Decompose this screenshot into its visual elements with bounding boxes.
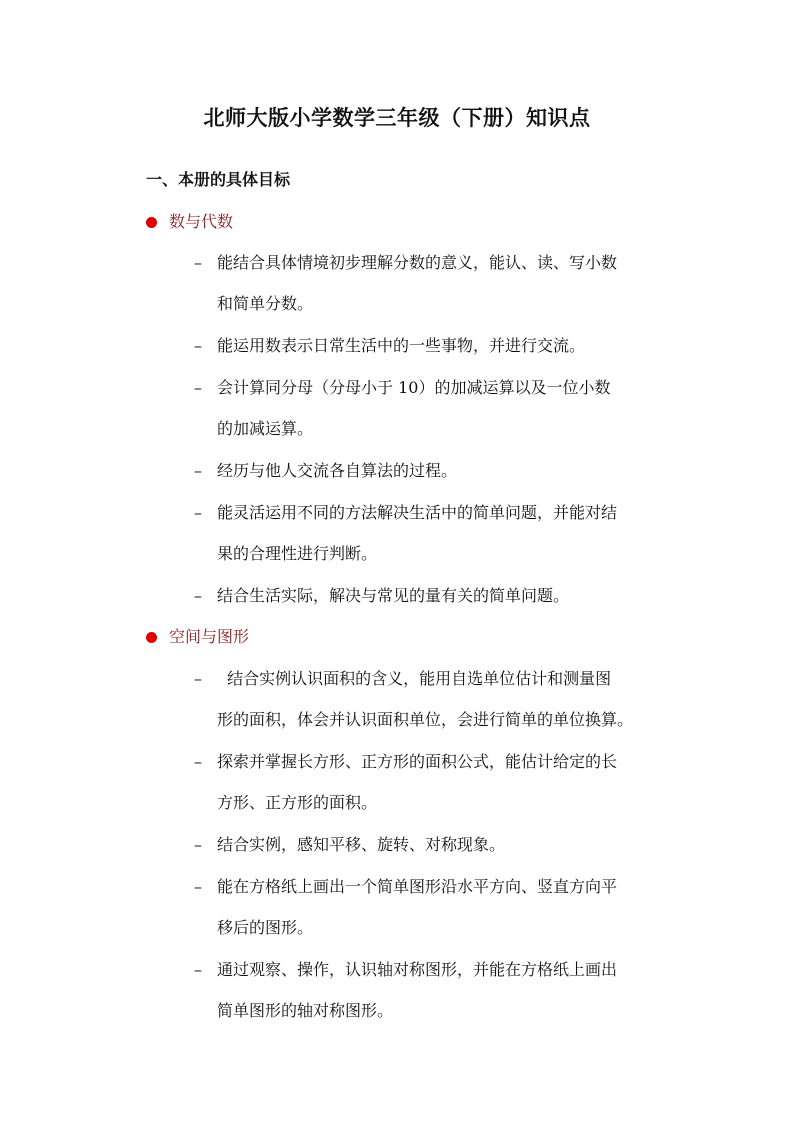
- dash-bullet-icon: –: [194, 835, 202, 854]
- dash-bullet-icon: –: [194, 336, 202, 355]
- list-item-text: [217, 824, 677, 865]
- text-line: 形的面积，体会并认识面积单位，会进行简单的单位换算。: [217, 710, 634, 729]
- category-space-and-shapes: [146, 625, 249, 649]
- list-item-text: [217, 658, 677, 740]
- list-item-text: [217, 367, 677, 449]
- list-item-text: [217, 242, 677, 324]
- text-line: 结合实例认识面积的含义，能用自选单位估计和测量图: [217, 669, 612, 688]
- list-item-text: [217, 949, 677, 1031]
- category-label: 数与代数: [169, 212, 234, 231]
- category-number-and-algebra: [146, 210, 233, 234]
- text-line: 移后的图形。: [217, 918, 314, 937]
- text-line: 能在方格纸上画出一个简单图形沿水平方向、竖直方向平: [217, 877, 618, 896]
- category-label: 空间与图形: [169, 627, 250, 646]
- dash-bullet-icon: –: [194, 253, 202, 272]
- text-line: 能灵活运用不同的方法解决生活中的简单问题，并能对结: [217, 503, 618, 522]
- dash-bullet-icon: –: [194, 378, 202, 397]
- dash-bullet-icon: –: [194, 960, 202, 979]
- list-item-text: [217, 492, 677, 574]
- dash-bullet-icon: –: [194, 752, 202, 771]
- text-line: 通过观察、操作，认识轴对称图形，并能在方格纸上画出: [217, 960, 618, 979]
- dash-bullet-icon: –: [194, 586, 202, 605]
- dash-bullet-icon: –: [194, 877, 202, 896]
- text-line: 结合实例，感知平移、旋转、对称现象。: [217, 835, 506, 854]
- text-line: 方形、正方形的面积。: [217, 793, 378, 812]
- text-line: 能结合具体情境初步理解分数的意义，能认、读、写小数: [217, 253, 618, 272]
- red-bullet-icon: [146, 632, 157, 643]
- text-line: 会计算同分母（分母小于 10）的加减运算以及一位小数: [217, 378, 611, 397]
- section-heading: 一、本册的具体目标: [146, 170, 291, 189]
- list-item-text: [217, 741, 677, 823]
- text-line: 简单图形的轴对称图形。: [217, 1001, 394, 1020]
- text-line: 探索并掌握长方形、正方形的面积公式，能估计给定的长: [217, 752, 618, 771]
- dash-bullet-icon: –: [194, 503, 202, 522]
- dash-bullet-icon: –: [194, 669, 202, 688]
- red-bullet-icon: [146, 217, 157, 228]
- text-line: 和简单分数。: [217, 294, 314, 313]
- list-item-text: [217, 450, 677, 491]
- text-line: 的加减运算。: [217, 419, 314, 438]
- text-line: 结合生活实际，解决与常见的量有关的简单问题。: [217, 586, 570, 605]
- list-item-text: [217, 866, 677, 948]
- text-line: 经历与他人交流各自算法的过程。: [217, 461, 458, 480]
- list-item-text: [217, 575, 677, 616]
- dash-bullet-icon: –: [194, 461, 202, 480]
- document-title: 北师大版小学数学三年级（下册）知识点: [203, 105, 591, 130]
- list-item-text: [217, 325, 677, 366]
- text-line: 果的合理性进行判断。: [217, 544, 378, 563]
- text-line: 能运用数表示日常生活中的一些事物，并进行交流。: [217, 336, 586, 355]
